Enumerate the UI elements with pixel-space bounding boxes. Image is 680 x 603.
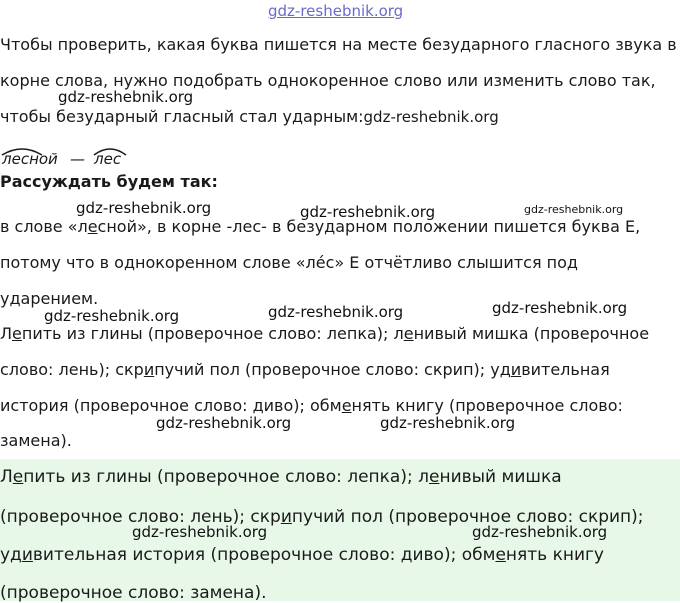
watermark: gdz-reshebnik.org <box>492 299 628 317</box>
text: история (проверочное слово: диво); обм <box>0 396 342 415</box>
final-line-1 <box>0 467 562 487</box>
reasoning-line-3: ударением. <box>0 289 99 308</box>
text: нивый мишка (проверочное <box>413 324 650 343</box>
text: слово: лень); скр <box>0 360 144 379</box>
scheme-dash: — <box>70 150 85 167</box>
text: вительная история (проверочное слово: диво); обм <box>32 545 496 565</box>
text: нять книгу (проверочное слово: <box>351 396 623 415</box>
intro-line-3-text: чтобы безударный гласный стал ударным: <box>0 107 364 126</box>
watermark: gdz-reshebnik.org <box>363 108 499 126</box>
watermark: gdz-reshebnik.org <box>58 88 194 106</box>
answer-line-1 <box>0 324 649 344</box>
final-line-3 <box>0 545 604 565</box>
intro-line-1: Чтобы проверить, какая буква пишется на месте безударного гласного звука в <box>0 35 677 54</box>
answer-line-3 <box>0 396 623 416</box>
unstressed-letter: е <box>403 324 414 343</box>
text: сной», в корне -лес- в безударном положении пишется буква Е, <box>97 217 641 236</box>
root-scheme <box>0 141 140 167</box>
unstressed-letter: и <box>21 545 33 565</box>
unstressed-letter: е <box>495 545 506 565</box>
unstressed-letter: е <box>12 467 24 487</box>
reasoning-line-2: потому что в однокоренном слове «ле́с» Е отчётливо слышится под <box>0 253 578 272</box>
text: пить из глины (проверочное слово: лепка); л <box>23 467 429 487</box>
watermark: gdz-reshebnik.org <box>472 523 608 541</box>
text: вительная <box>521 360 610 379</box>
final-line-4: (проверочное слово: замена). <box>0 583 267 603</box>
text: Л <box>0 467 13 487</box>
unstressed-letter: и <box>510 360 522 379</box>
text: нять книгу <box>505 545 604 565</box>
scheme-word-2: лес <box>94 150 122 167</box>
text: пучий пол (проверочное слово: скрип); уд <box>154 360 511 379</box>
intro-line-2: корне слова, нужно подобрать однокоренное слово или изменить слово так, <box>0 71 656 90</box>
text: пучий пол (проверочное слово: скрип); <box>291 507 644 527</box>
text: (проверочное слово: лень); скр <box>0 507 281 527</box>
scheme-word-1: лесной <box>2 150 58 167</box>
text: Л <box>0 324 13 343</box>
watermark: gdz-reshebnik.org <box>156 414 292 432</box>
reasoning-heading: Рассуждать будем так: <box>0 172 218 191</box>
watermark: gdz-reshebnik.org <box>132 523 268 541</box>
watermark: gdz-reshebnik.org <box>524 203 624 216</box>
text: в слове «л <box>0 217 88 236</box>
answer-line-4: замена). <box>0 431 72 450</box>
watermark: gdz-reshebnik.org <box>44 307 180 325</box>
text: нивый мишка <box>439 467 562 487</box>
unstressed-letter: е <box>87 217 98 236</box>
reasoning-line-1 <box>0 217 640 237</box>
watermark: gdz-reshebnik.org <box>268 303 404 321</box>
unstressed-letter: е <box>428 467 440 487</box>
unstressed-letter: е <box>12 324 22 343</box>
intro-line-3 <box>0 107 499 127</box>
watermark: gdz-reshebnik.org <box>76 199 212 217</box>
unstressed-letter: и <box>143 360 155 379</box>
watermark-top[interactable]: gdz-reshebnik.org <box>268 2 404 20</box>
watermark: gdz-reshebnik.org <box>380 414 516 432</box>
answer-line-2 <box>0 360 610 380</box>
watermark: gdz-reshebnik.org <box>300 203 436 221</box>
unstressed-letter: е <box>341 396 352 415</box>
unstressed-letter: и <box>280 507 292 527</box>
text: уд <box>0 545 22 565</box>
text: пить из глины (проверочное слово: лепка); л <box>21 324 404 343</box>
